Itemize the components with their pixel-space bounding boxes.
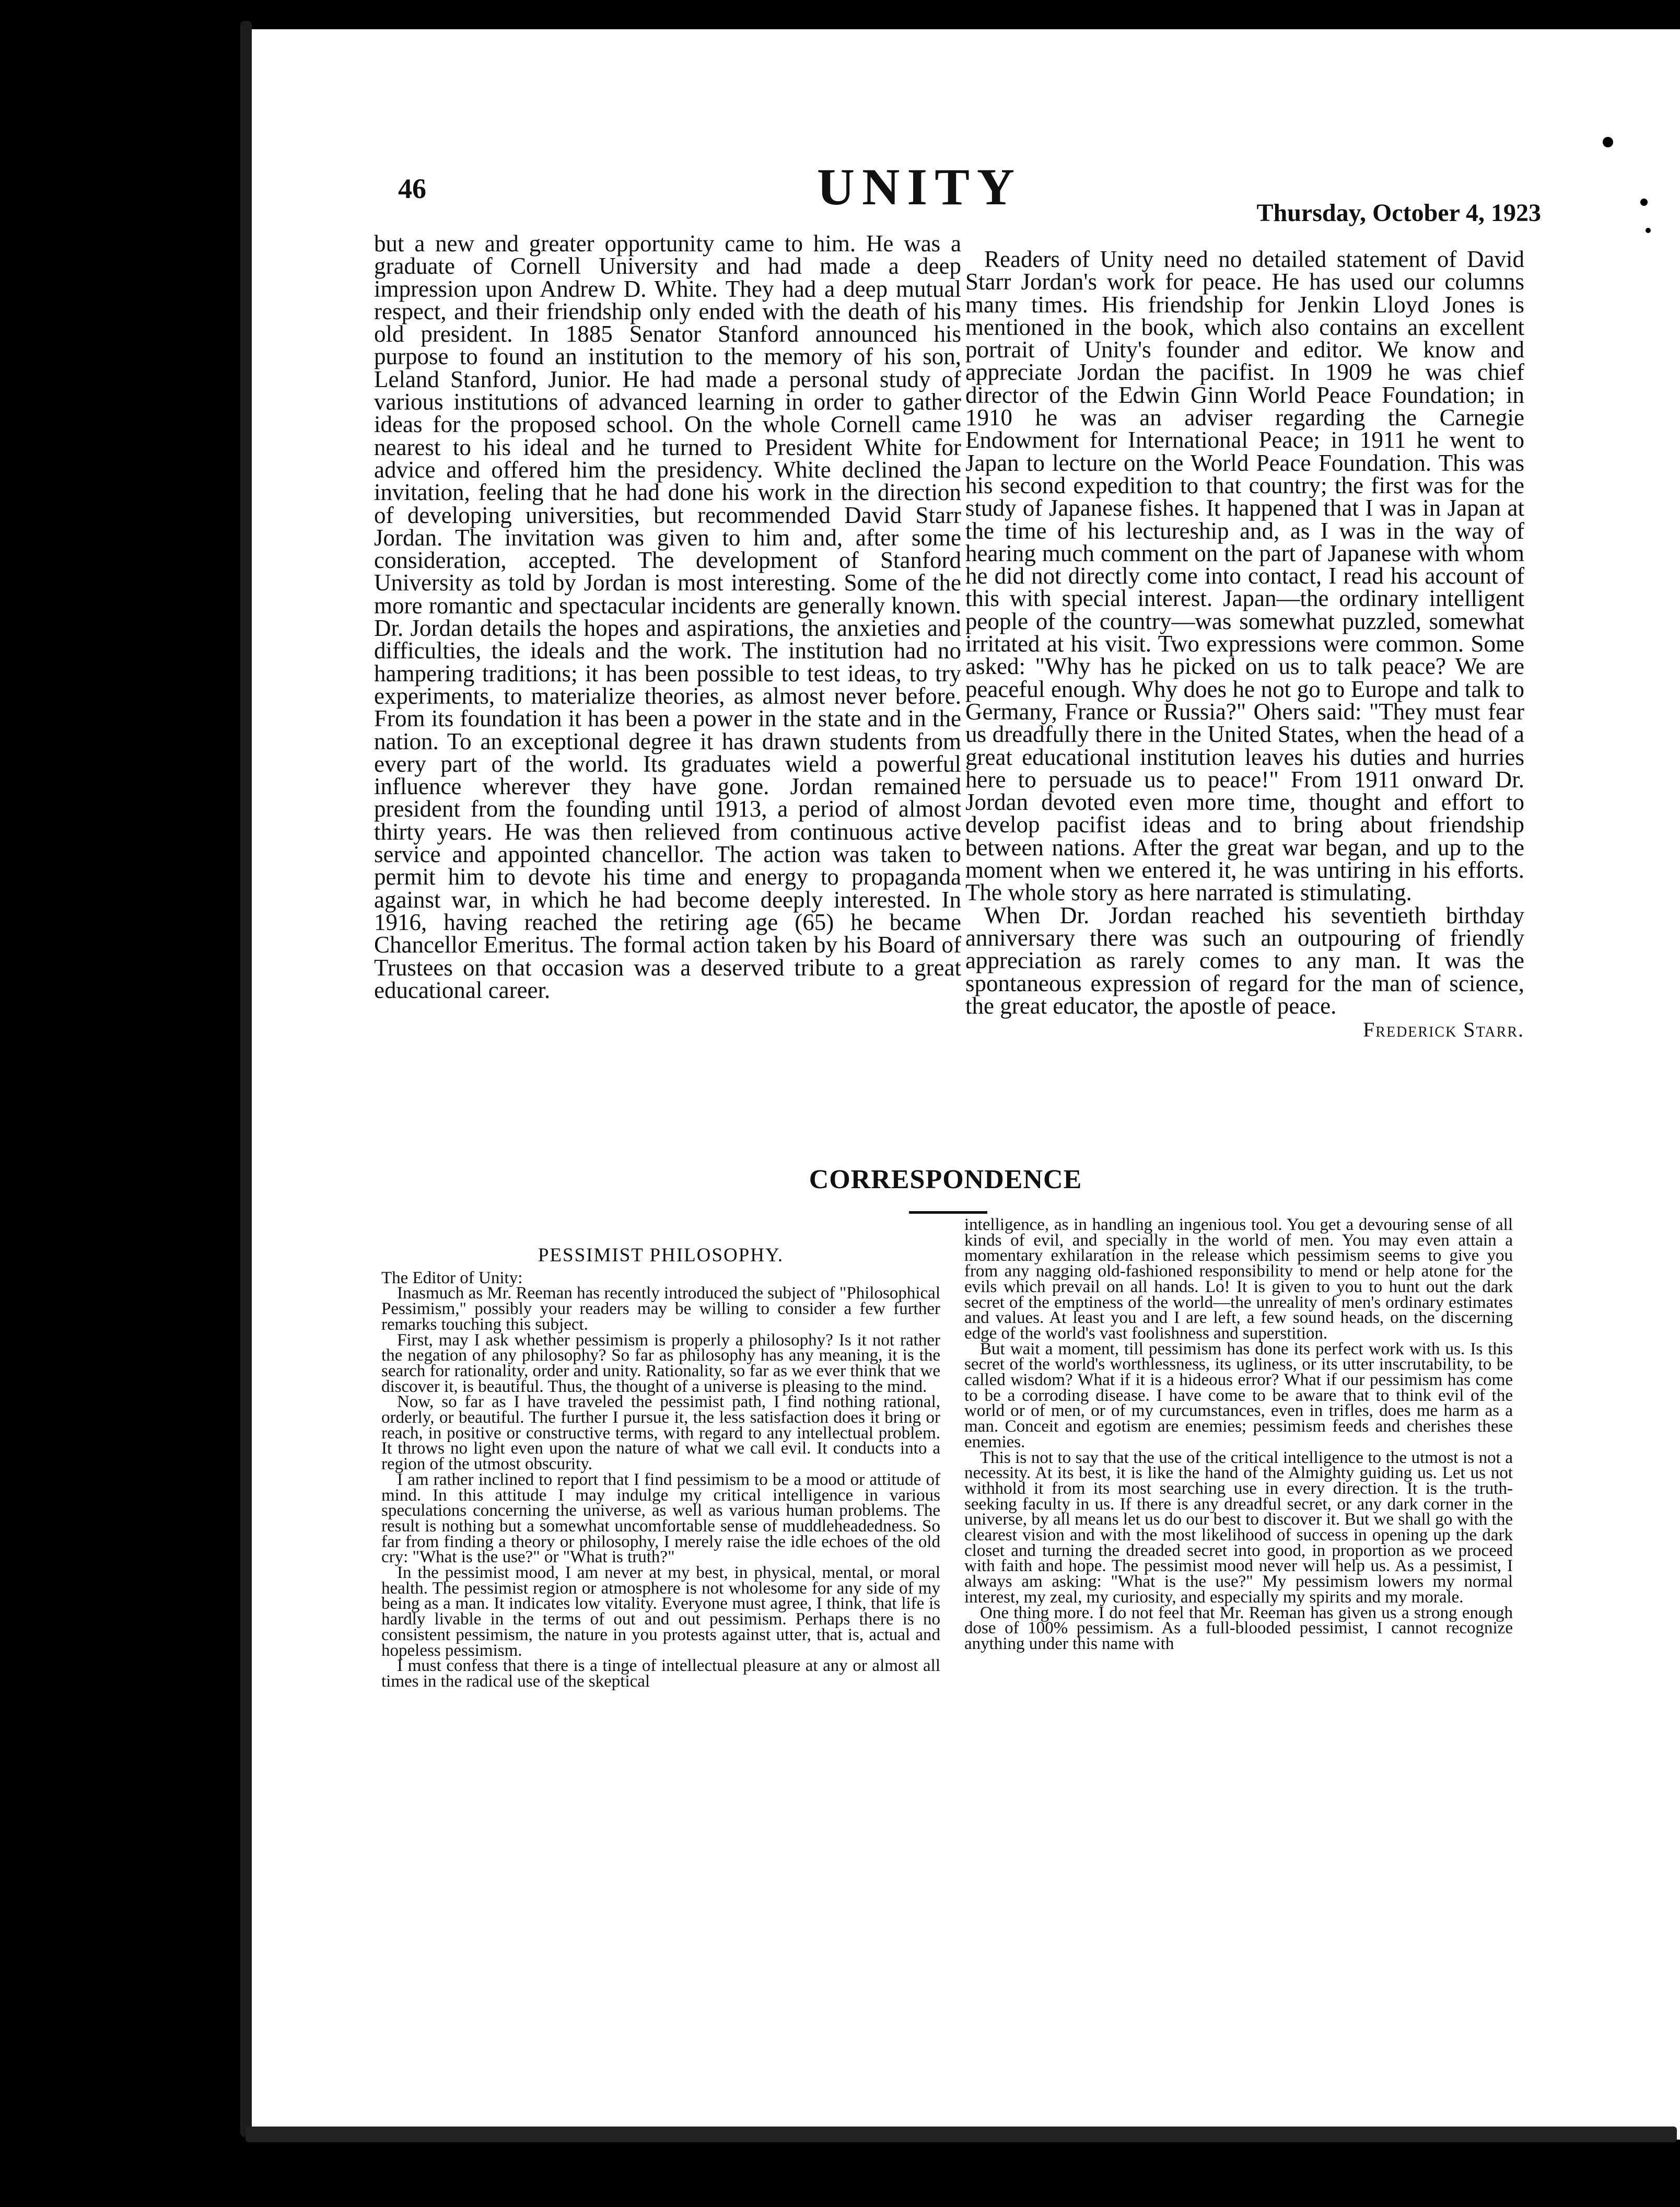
issue-date: Thursday, October 4, 1923 [1256, 199, 1541, 227]
letter-paragraph: But wait a moment, till pessimism has done its perfect work with us. Is this secret of the world's worthlessness, its ugliness, or its utter inscrutability, to be called wisdom? What if it is a hideous error? What if our pessimism has come to be a corroding disease. I have come to be aware that to think evil of the world or of men, or of my curcumstances, even in trifles, does me harm as a man. Conceit and egotism are enemies; pessimism feeds and cherishes these enemies. [964, 1339, 1513, 1451]
article-paragraph: When Dr. Jordan reached his seventieth birthday anniversary there was such an outpouring of friendly appreciation as rarely comes to any man. It was the spontaneous expression of regard for the man of science, the great educator, the apostle of peace. [965, 902, 1524, 1019]
letter-title: PESSIMIST PHILOSOPHY. [538, 1245, 784, 1266]
section-title: CORRESPONDENCE [809, 1165, 1082, 1194]
letter-salutation: The Editor of Unity: [381, 1268, 523, 1287]
letter-paragraph: I must confess that there is a tinge of intellectual pleasure at any or almost all times in the radical use of the skeptical [381, 1656, 940, 1691]
letter-paragraph: Now, so far as I have traveled the pessimist path, I find nothing rational, orderly, or beautiful. The further I pursue it, the less satisfaction does it bring or reach, in positive or constructive terms, with regard to any intellectual problem. It throws no light even upon the nature of what we call evil. It conducts into a region of the utmost obscurity. [381, 1392, 940, 1474]
page-edge-left [240, 21, 252, 2137]
scan-border-top [230, 0, 1680, 29]
scan-speck [1646, 228, 1651, 233]
article-left-column [374, 230, 961, 1003]
masthead: UNITY [816, 158, 1022, 216]
letter-paragraph: First, may I ask whether pessimism is properly a philosophy? Is it not rather the negation of any philosophy? So far as philosophy has any meaning, it is the search for rationality, order and unity. Rationality, so far as we ever think that we discover it, is beautiful. Thus, the thought of a universe is pleasing to the mind. [381, 1330, 940, 1396]
letter-left-column [381, 1245, 940, 1691]
scan-border-bottom [225, 2140, 1680, 2207]
letter-right-column [964, 1217, 1513, 1652]
letter-paragraph: Inasmuch as Mr. Reeman has recently introduced the subject of "Philosophical Pessimism," possibly your readers may be willing to consider a few further remarks touching this subject. [381, 1284, 940, 1334]
scan-speck [1603, 137, 1613, 147]
letter-paragraph: I am rather inclined to report that I find pessimism to be a mood or attitude of mind. In this attitude I may indulge my critical intelligence in various speculations concerning the universe, as well as various human problems. The result is nothing but a somewhat uncomfortable sense of muddleheadedness. So far from finding a theory or philosophy, I merely raise the idle echoes of the old cry: "What is the use?" or "What is truth?" [381, 1470, 940, 1567]
letter-paragraph: In the pessimist mood, I am never at my best, in physical, mental, or moral health. The pessimist region or atmosphere is not wholesome for any side of my being as a man. It indicates low vitality. Everyone must agree, I think, that life is hardly livable in the terms of out and out pessimism. Perhaps there is no consistent pessimism, the nature in you protests against utter, that is, actual and hopeless pessimism. [381, 1563, 940, 1660]
letter-paragraph: One thing more. I do not feel that Mr. Reeman has given us a strong enough dose of 100% pessimism. As a full-blooded pessimist, I cannot recognize anything under this name with [964, 1603, 1513, 1653]
scan-speck [1640, 199, 1648, 206]
article-paragraph: Readers of Unity need no detailed statement of David Starr Jordan's work for peace. He has used our columns many times. His friendship for Jenkin Lloyd Jones is mentioned in the book, which also contains an excellent portrait of Unity's founder and editor. We know and appreciate Jordan the pacifist. In 1909 he was chief director of the Edwin Ginn World Peace Foundation; in 1910 he was an adviser regarding the Carnegie Endowment for International Peace; in 1911 he went to Japan to lecture on the World Peace Foundation. This was his second expedition to that country; the first was for the study of Japanese fishes. It happened that I was in Japan at the time of his lectureship and, as I was in the way of hearing much comment on the part of Japanese with whom he did not directly come into contact, I read his account of this with special interest. Japan—the ordinary intelligent people of the country—was somewhat puzzled, somewhat irritated at his visit. Two expressions were common. Some asked: "Why has he picked on us to talk peace? We are peaceful enough. Why does he not go to Europe and talk to Germany, France or Russia?" Ohers said: "They must fear us dreadfully there in the United States, when the head of a great educational institution leaves his duties and hurries here to persuade us to peace!" From 1911 onward Dr. Jordan devoted even more time, thought and effort to develop pacifist ideas and to bring about friendship between nations. After the great war began, and up to the moment when we entered it, he was untiring in his efforts. The whole story as here narrated is stimulating. [965, 246, 1524, 906]
article-right-column [965, 248, 1524, 1041]
scan-border-left [0, 0, 246, 2207]
page-number: 46 [398, 173, 426, 204]
letter-paragraph: This is not to say that the use of the critical intelligence to the utmost is not a necessity. At its best, it is like the hand of the Almighty guiding us. Let us not withhold it from its most searching use in every direction. It is the truth-seeking faculty in us. If there is any dreadful secret, or any dark corner in the universe, by all means let us do our best to discover it. But we shall go with the clearest vision and with the most likelihood of success in opening up the dark closet and turning the dreaded secret into good, in proportion as we proceed with faith and hope. The pessimist mood never will help us. As a pessimist, I always am asking: "What is the use?" My pessimism lowers my normal interest, my zeal, my curiosity, and especially my spirits and my morale. [964, 1448, 1513, 1607]
page-edge-bottom [246, 2127, 1677, 2142]
author-signature: Frederick Starr. [1363, 1018, 1524, 1042]
article-paragraph: but a new and greater opportunity came to him. He was a graduate of Cornell University and had made a deep impression upon Andrew D. White. They had a deep mutual respect, and their friendship only ended with the death of his old president. In 1885 Senator Stanford announced his purpose to found an institution to the memory of his son, Leland Stanford, Junior. He had made a personal study of various institutions of advanced learning in order to gather ideas for the proposed school. On the whole Cornell came nearest to his ideal and he turned to President White for advice and offered him the presidency. White declined the invitation, feeling that he had done his work in the direction of developing universities, but recommended David Starr Jordan. The invitation was given to him and, after some consideration, accepted. The development of Stanford University as told by Jordan is most interesting. Some of the more romantic and spectacular incidents are generally known. Dr. Jordan details the hopes and aspirations, the anxieties and difficulties, the ideals and the work. The institution had no hampering traditions; it has been possible to test ideas, to try experiments, to materialize theories, as almost never before. From its foundation it has been a power in the state and in the nation. To an exceptional degree it has drawn students from every part of the world. Its graduates wield a powerful influence wherever they have gone. Jordan remained president from the founding until 1913, a period of almost thirty years. He was then relieved from continuous active service and appointed chancellor. The action was taken to permit him to devote his time and energy to propaganda against war, in which he had become deeply interested. In 1916, having reached the retiring age (65) he became Chancellor Emeritus. The formal action taken by his Board of Trustees on that occasion was a deserved tribute to a great educational career. [374, 230, 961, 1003]
section-divider [909, 1211, 987, 1214]
letter-paragraph: intelligence, as in handling an ingenious tool. You get a devouring sense of all kinds of evil, and specially in the world of men. You may even attain a momentary exhilaration in the release which pessimism seems to give you from any nagging old-fashioned responsibility to mend or help atone for the evils which prevail on all hands. Lo! It is given to you to hunt out the dark secret of the emptiness of the world—the unreality of men's ordinary estimates and values. At least you and I are left, a few sound heads, on the discerning edge of the world's vast foolishness and superstition. [964, 1215, 1513, 1343]
